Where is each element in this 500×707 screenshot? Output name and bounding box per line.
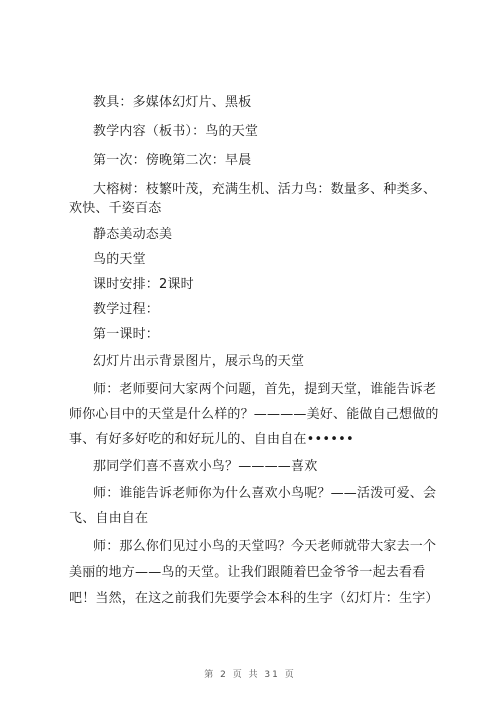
text-line-teacher-question-3-cont2: 吧！当然，在这之前我们先要学会本科的生字（幻灯片：生字）: [69, 591, 439, 606]
text-line-like-birds: 那同学们喜不喜欢小鸟？————喜欢: [93, 459, 318, 474]
text-line-teaching-aids: 教具：多媒体幻灯片、黑板: [93, 95, 252, 110]
text-line-static-dynamic-beauty: 静态美动态美: [93, 227, 173, 242]
text-line-teacher-question-1-cont: 师你心目中的天堂是什么样的？————美好、能做自己想做的: [69, 407, 439, 422]
text-line-teacher-question-3-cont: 美丽的地方——鸟的天堂。让我们跟随着巴金爷爷一起去看看: [69, 565, 426, 580]
text-line-teacher-question-1: 师：老师要问大家两个问题，首先，提到天堂，谁能告诉老: [93, 382, 437, 397]
text-line-banyan-tree: 大榕树：枝繁叶茂，充满生机、活力鸟：数量多、种类多、: [93, 182, 437, 197]
page-number-footer: 第 2 页 共 31 页: [204, 670, 296, 680]
text-line-teacher-question-1-cont2: 事、有好多好吃的和好玩儿的、自由自在••••••: [69, 432, 354, 447]
text-line-first-second-time: 第一次：傍晚第二次：早晨: [93, 153, 252, 168]
text-line-slides-background: 幻灯片出示背景图片，展示鸟的天堂: [93, 354, 305, 369]
text-line-teaching-process: 教学过程：: [93, 302, 160, 317]
text-line-teacher-question-2-cont: 飞、自由自在: [69, 511, 149, 526]
text-line-first-lesson: 第一课时：: [93, 327, 160, 342]
text-line-lesson-schedule: 课时安排：2课时: [93, 277, 194, 292]
text-line-birds-paradise: 鸟的天堂: [93, 252, 146, 267]
text-line-banyan-tree-cont: 欢快、千姿百态: [69, 201, 162, 216]
text-line-teacher-question-3: 师：那么你们见过小鸟的天堂吗？今天老师就带大家去一个: [93, 539, 437, 554]
text-line-teaching-content: 教学内容（板书）：鸟的天堂: [93, 124, 259, 139]
text-line-teacher-question-2: 师：谁能告诉老师你为什么喜欢小鸟呢？——活泼可爱、会: [93, 486, 437, 501]
